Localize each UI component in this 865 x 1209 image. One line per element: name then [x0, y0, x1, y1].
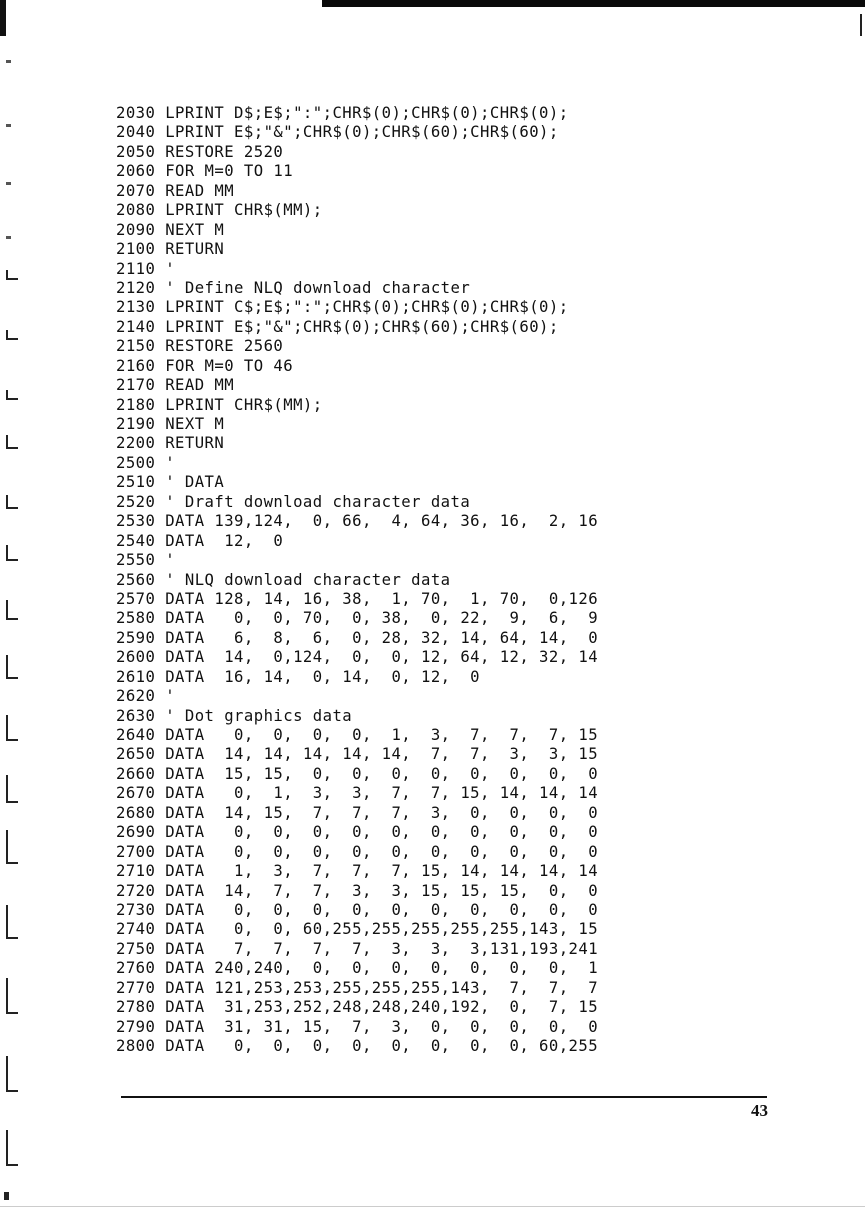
code-line: 2540 DATA 12, 0 — [116, 531, 284, 550]
code-line: 2590 DATA 6, 8, 6, 0, 28, 32, 14, 64, 14, 0 — [116, 628, 599, 647]
code-line: 2770 DATA 121,253,253,255,255,255,143, 7, 7, 7 — [116, 978, 599, 997]
code-line: 2090 NEXT M — [116, 220, 225, 239]
scan-edge — [0, 1206, 865, 1207]
code-line: 2530 DATA 139,124, 0, 66, 4, 64, 36, 16, 2, 16 — [116, 512, 599, 531]
top-rule — [322, 0, 865, 7]
code-line: 2150 RESTORE 2560 — [116, 337, 284, 356]
binding-mark — [6, 600, 18, 620]
code-line: 2560 ' NLQ download character data — [116, 570, 451, 589]
code-line: 2190 NEXT M — [116, 415, 225, 433]
code-line: 2650 DATA 14, 14, 14, 14, 14, 7, 7, 3, 3, 15 — [116, 745, 599, 764]
code-line: 2580 DATA 0, 0, 70, 0, 38, 0, 22, 9, 6, 9 — [116, 609, 599, 628]
code-line: 2780 DATA 31,253,252,248,248,240,192, 0, 7, 15 — [116, 998, 599, 1017]
code-line: 2760 DATA 240,240, 0, 0, 0, 0, 0, 0, 0, 1 — [116, 959, 599, 978]
binding-mark — [6, 270, 18, 280]
binding-mark — [6, 775, 18, 803]
binding-marks — [0, 40, 30, 1209]
binding-mark — [6, 390, 18, 400]
basic-listing — [116, 104, 598, 1076]
code-line: 2130 LPRINT C$;E$;":";CHR$(0);CHR$(0);CHR$(0); — [116, 298, 569, 317]
code-line: 2040 LPRINT E$;"&";CHR$(0);CHR$(60);CHR$(60); — [116, 123, 559, 142]
binding-mark — [6, 905, 18, 939]
code-line: 2730 DATA 0, 0, 0, 0, 0, 0, 0, 0, 0, 0 — [116, 900, 599, 919]
binding-mark — [6, 435, 18, 449]
code-line: 2180 LPRINT CHR$(MM); — [116, 395, 323, 414]
code-line: 2800 DATA 0, 0, 0, 0, 0, 0, 0, 0, 60,255 — [116, 1037, 599, 1055]
code-line: 2670 DATA 0, 1, 3, 3, 7, 7, 15, 14, 14, 14 — [116, 784, 599, 803]
code-line: 2680 DATA 14, 15, 7, 7, 7, 3, 0, 0, 0, 0 — [116, 803, 599, 822]
code-line: 2710 DATA 1, 3, 7, 7, 7, 15, 14, 14, 14, 14 — [116, 862, 599, 881]
code-line: 2720 DATA 14, 7, 7, 3, 3, 15, 15, 15, 0, 0 — [116, 881, 599, 900]
code-line: 2740 DATA 0, 0, 60,255,255,255,255,255,143, 15 — [116, 920, 599, 939]
binding-edge — [0, 0, 6, 36]
code-line: 2030 LPRINT D$;E$;":";CHR$(0);CHR$(0);CHR$(0); — [116, 104, 569, 122]
code-line: 2570 DATA 128, 14, 16, 38, 1, 70, 1, 70, 0,126 — [116, 589, 599, 608]
margin-mark — [860, 14, 862, 36]
code-line: 2690 DATA 0, 0, 0, 0, 0, 0, 0, 0, 0, 0 — [116, 823, 599, 842]
page-number: 43 — [751, 1101, 768, 1120]
binding-mark — [6, 182, 11, 185]
code-line: 2500 ' — [116, 453, 176, 472]
code-line: 2140 LPRINT E$;"&";CHR$(0);CHR$(60);CHR$(60); — [116, 317, 559, 336]
code-line: 2620 ' — [116, 687, 176, 706]
binding-mark — [6, 545, 18, 561]
code-line: 2070 READ MM — [116, 181, 235, 200]
code-line: 2550 ' — [116, 551, 176, 570]
binding-mark — [6, 715, 18, 741]
code-line: 2640 DATA 0, 0, 0, 0, 1, 3, 7, 7, 7, 15 — [116, 726, 599, 744]
code-line: 2610 DATA 16, 14, 0, 14, 0, 12, 0 — [116, 667, 481, 686]
code-line: 2160 FOR M=0 TO 46 — [116, 356, 294, 375]
code-line: 2100 RETURN — [116, 240, 225, 259]
corner-mark — [4, 1192, 9, 1200]
code-line: 2750 DATA 7, 7, 7, 7, 3, 3, 3,131,193,241 — [116, 939, 599, 958]
code-line: 2520 ' Draft download character data — [116, 492, 471, 511]
code-line: 2170 READ MM — [116, 376, 235, 395]
binding-mark — [6, 1130, 18, 1166]
code-line: 2200 RETURN — [116, 434, 225, 453]
code-line: 2110 ' — [116, 259, 176, 278]
binding-mark — [6, 978, 18, 1014]
code-line: 2600 DATA 14, 0,124, 0, 0, 12, 64, 12, 32, 14 — [116, 648, 599, 667]
code-line: 2050 RESTORE 2520 — [116, 142, 284, 161]
code-line: 2700 DATA 0, 0, 0, 0, 0, 0, 0, 0, 0, 0 — [116, 842, 599, 861]
code-line: 2630 ' Dot graphics data — [116, 706, 353, 725]
binding-mark — [6, 495, 18, 509]
binding-mark — [6, 330, 18, 340]
code-line: 2660 DATA 15, 15, 0, 0, 0, 0, 0, 0, 0, 0 — [116, 764, 599, 783]
code-line: 2080 LPRINT CHR$(MM); — [116, 201, 323, 220]
binding-mark — [6, 655, 18, 679]
code-line: 2790 DATA 31, 31, 15, 7, 3, 0, 0, 0, 0, 0 — [116, 1017, 599, 1036]
footer-rule — [121, 1096, 767, 1098]
binding-mark — [6, 124, 11, 127]
binding-mark — [6, 1056, 18, 1092]
code-line: 2060 FOR M=0 TO 11 — [116, 162, 294, 181]
code-line: 2120 ' Define NLQ download character — [116, 278, 471, 297]
code-line — [116, 1056, 598, 1075]
code-line: 2510 ' DATA — [116, 473, 225, 492]
binding-mark — [6, 236, 11, 239]
binding-mark — [6, 60, 11, 63]
binding-mark — [6, 830, 18, 864]
